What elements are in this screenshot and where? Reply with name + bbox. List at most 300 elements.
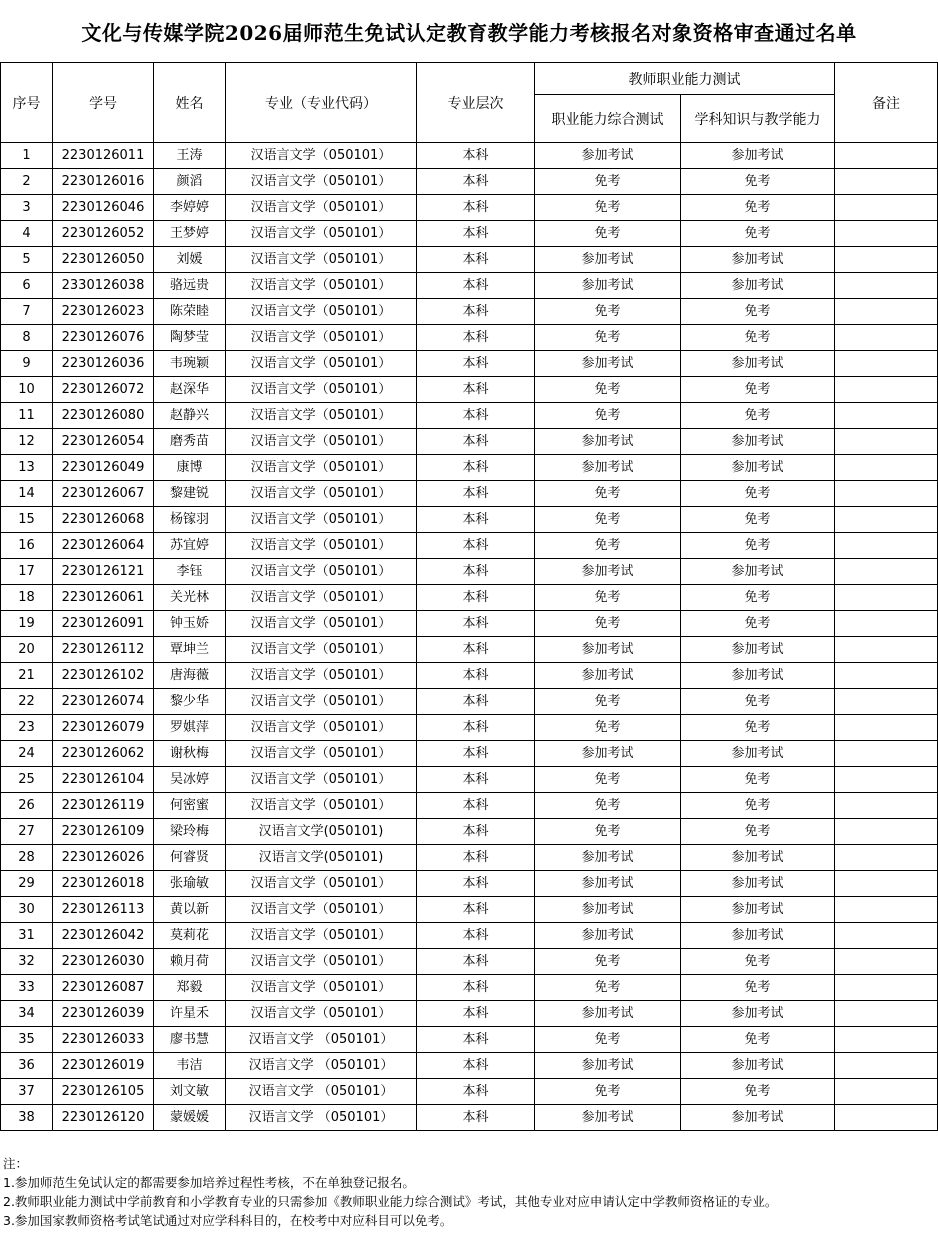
cell-comprehensive-test: 参加考试 (535, 143, 681, 169)
cell-name: 罗娸萍 (154, 715, 226, 741)
cell-remark (835, 845, 938, 871)
header-subject-knowledge-test: 学科知识与教学能力 (681, 95, 835, 143)
table-row (1, 871, 938, 897)
cell-subject-knowledge-test: 免考 (681, 793, 835, 819)
cell-comprehensive-test: 免考 (535, 715, 681, 741)
cell-student-id: 2230126030 (53, 949, 154, 975)
cell-remark (835, 273, 938, 299)
cell-seq: 38 (1, 1105, 53, 1131)
cell-seq: 22 (1, 689, 53, 715)
cell-student-id: 2230126074 (53, 689, 154, 715)
cell-seq: 27 (1, 819, 53, 845)
table-row (1, 195, 938, 221)
cell-seq: 18 (1, 585, 53, 611)
cell-level: 本科 (417, 533, 535, 559)
cell-seq: 23 (1, 715, 53, 741)
cell-major: 汉语言文学（050101） (226, 637, 417, 663)
cell-seq: 35 (1, 1027, 53, 1053)
cell-remark (835, 663, 938, 689)
cell-seq: 36 (1, 1053, 53, 1079)
cell-student-id: 2230126091 (53, 611, 154, 637)
cell-student-id: 2230126068 (53, 507, 154, 533)
cell-comprehensive-test: 参加考试 (535, 897, 681, 923)
cell-subject-knowledge-test: 参加考试 (681, 845, 835, 871)
cell-name: 黎少华 (154, 689, 226, 715)
table-row (1, 923, 938, 949)
cell-comprehensive-test: 参加考试 (535, 1001, 681, 1027)
table-row (1, 169, 938, 195)
cell-major: 汉语言文学 （050101） (226, 1053, 417, 1079)
cell-level: 本科 (417, 195, 535, 221)
cell-student-id: 2230126076 (53, 325, 154, 351)
table-row (1, 481, 938, 507)
cell-seq: 8 (1, 325, 53, 351)
cell-major: 汉语言文学（050101） (226, 481, 417, 507)
cell-student-id: 2230126018 (53, 871, 154, 897)
cell-seq: 17 (1, 559, 53, 585)
cell-seq: 10 (1, 377, 53, 403)
cell-comprehensive-test: 免考 (535, 767, 681, 793)
cell-comprehensive-test: 免考 (535, 481, 681, 507)
cell-major: 汉语言文学（050101） (226, 1001, 417, 1027)
cell-subject-knowledge-test: 免考 (681, 403, 835, 429)
cell-student-id: 2230126023 (53, 299, 154, 325)
cell-name: 覃坤兰 (154, 637, 226, 663)
cell-major: 汉语言文学（050101） (226, 221, 417, 247)
cell-comprehensive-test: 参加考试 (535, 455, 681, 481)
cell-remark (835, 949, 938, 975)
cell-level: 本科 (417, 221, 535, 247)
cell-name: 关光林 (154, 585, 226, 611)
cell-comprehensive-test: 免考 (535, 195, 681, 221)
roster-body (1, 143, 938, 1131)
cell-comprehensive-test: 免考 (535, 1027, 681, 1053)
cell-level: 本科 (417, 689, 535, 715)
cell-level: 本科 (417, 143, 535, 169)
cell-subject-knowledge-test: 免考 (681, 533, 835, 559)
cell-name: 王梦婷 (154, 221, 226, 247)
cell-student-id: 2230126079 (53, 715, 154, 741)
cell-level: 本科 (417, 741, 535, 767)
cell-major: 汉语言文学（050101） (226, 299, 417, 325)
cell-major: 汉语言文学(050101) (226, 845, 417, 871)
cell-subject-knowledge-test: 参加考试 (681, 429, 835, 455)
cell-comprehensive-test: 参加考试 (535, 1105, 681, 1131)
cell-seq: 1 (1, 143, 53, 169)
cell-name: 韦洁 (154, 1053, 226, 1079)
cell-remark (835, 923, 938, 949)
table-row (1, 897, 938, 923)
cell-comprehensive-test: 免考 (535, 325, 681, 351)
cell-name: 何密蜜 (154, 793, 226, 819)
cell-level: 本科 (417, 871, 535, 897)
cell-name: 刘媛 (154, 247, 226, 273)
cell-name: 蒙媛媛 (154, 1105, 226, 1131)
table-row (1, 767, 938, 793)
cell-major: 汉语言文学（050101） (226, 689, 417, 715)
cell-subject-knowledge-test: 参加考试 (681, 923, 835, 949)
table-row (1, 637, 938, 663)
table-row (1, 429, 938, 455)
cell-level: 本科 (417, 793, 535, 819)
cell-name: 赖月荷 (154, 949, 226, 975)
cell-subject-knowledge-test: 参加考试 (681, 897, 835, 923)
table-row (1, 221, 938, 247)
cell-remark (835, 533, 938, 559)
cell-name: 骆远贵 (154, 273, 226, 299)
cell-student-id: 2230126113 (53, 897, 154, 923)
cell-name: 磨秀苗 (154, 429, 226, 455)
cell-student-id: 2230126011 (53, 143, 154, 169)
cell-major: 汉语言文学（050101） (226, 143, 417, 169)
cell-remark (835, 377, 938, 403)
cell-major: 汉语言文学（050101） (226, 351, 417, 377)
cell-remark (835, 221, 938, 247)
cell-remark (835, 689, 938, 715)
cell-comprehensive-test: 免考 (535, 507, 681, 533)
cell-subject-knowledge-test: 参加考试 (681, 455, 835, 481)
cell-subject-knowledge-test: 参加考试 (681, 1105, 835, 1131)
cell-comprehensive-test: 免考 (535, 819, 681, 845)
cell-student-id: 2230126105 (53, 1079, 154, 1105)
cell-level: 本科 (417, 169, 535, 195)
cell-comprehensive-test: 免考 (535, 949, 681, 975)
cell-level: 本科 (417, 1027, 535, 1053)
cell-name: 吴冰婷 (154, 767, 226, 793)
cell-level: 本科 (417, 247, 535, 273)
cell-comprehensive-test: 参加考试 (535, 871, 681, 897)
cell-student-id: 2230126087 (53, 975, 154, 1001)
cell-major: 汉语言文学（050101） (226, 507, 417, 533)
cell-subject-knowledge-test: 参加考试 (681, 1001, 835, 1027)
cell-major: 汉语言文学（050101） (226, 273, 417, 299)
cell-major: 汉语言文学（050101） (226, 741, 417, 767)
cell-remark (835, 559, 938, 585)
cell-major: 汉语言文学（050101） (226, 975, 417, 1001)
table-row (1, 793, 938, 819)
cell-seq: 16 (1, 533, 53, 559)
cell-name: 钟玉娇 (154, 611, 226, 637)
cell-remark (835, 585, 938, 611)
cell-level: 本科 (417, 767, 535, 793)
cell-subject-knowledge-test: 免考 (681, 767, 835, 793)
cell-remark (835, 507, 938, 533)
cell-seq: 34 (1, 1001, 53, 1027)
cell-major: 汉语言文学（050101） (226, 715, 417, 741)
cell-subject-knowledge-test: 参加考试 (681, 143, 835, 169)
cell-name: 杨镓羽 (154, 507, 226, 533)
cell-seq: 14 (1, 481, 53, 507)
cell-student-id: 2230126039 (53, 1001, 154, 1027)
cell-comprehensive-test: 免考 (535, 403, 681, 429)
cell-subject-knowledge-test: 免考 (681, 377, 835, 403)
table-row (1, 1105, 938, 1131)
cell-seq: 31 (1, 923, 53, 949)
cell-major: 汉语言文学(050101) (226, 819, 417, 845)
cell-level: 本科 (417, 975, 535, 1001)
cell-level: 本科 (417, 377, 535, 403)
cell-subject-knowledge-test: 免考 (681, 221, 835, 247)
cell-level: 本科 (417, 897, 535, 923)
cell-seq: 29 (1, 871, 53, 897)
cell-level: 本科 (417, 611, 535, 637)
cell-major: 汉语言文学（050101） (226, 663, 417, 689)
cell-student-id: 2230126067 (53, 481, 154, 507)
cell-subject-knowledge-test: 参加考试 (681, 559, 835, 585)
cell-seq: 21 (1, 663, 53, 689)
cell-subject-knowledge-test: 免考 (681, 1079, 835, 1105)
cell-remark (835, 325, 938, 351)
table-row (1, 455, 938, 481)
cell-comprehensive-test: 免考 (535, 221, 681, 247)
cell-remark (835, 715, 938, 741)
cell-name: 陈荣睦 (154, 299, 226, 325)
cell-level: 本科 (417, 819, 535, 845)
table-row (1, 1027, 938, 1053)
note-item-3: 3.参加国家教师资格考试笔试通过对应学科科目的，在校考中对应科目可以免考。 (3, 1213, 453, 1228)
cell-level: 本科 (417, 845, 535, 871)
cell-remark (835, 793, 938, 819)
table-row (1, 273, 938, 299)
cell-name: 何睿贤 (154, 845, 226, 871)
cell-major: 汉语言文学（050101） (226, 871, 417, 897)
cell-comprehensive-test: 参加考试 (535, 637, 681, 663)
cell-comprehensive-test: 参加考试 (535, 559, 681, 585)
cell-seq: 25 (1, 767, 53, 793)
cell-subject-knowledge-test: 参加考试 (681, 247, 835, 273)
cell-subject-knowledge-test: 免考 (681, 299, 835, 325)
cell-subject-knowledge-test: 免考 (681, 819, 835, 845)
cell-comprehensive-test: 免考 (535, 377, 681, 403)
table-row (1, 299, 938, 325)
cell-subject-knowledge-test: 免考 (681, 169, 835, 195)
cell-comprehensive-test: 参加考试 (535, 663, 681, 689)
cell-subject-knowledge-test: 参加考试 (681, 1053, 835, 1079)
cell-seq: 2 (1, 169, 53, 195)
table-row (1, 377, 938, 403)
cell-subject-knowledge-test: 参加考试 (681, 871, 835, 897)
cell-comprehensive-test: 参加考试 (535, 923, 681, 949)
cell-subject-knowledge-test: 参加考试 (681, 741, 835, 767)
cell-name: 赵深华 (154, 377, 226, 403)
header-name: 姓名 (154, 63, 226, 143)
cell-level: 本科 (417, 273, 535, 299)
cell-comprehensive-test: 参加考试 (535, 741, 681, 767)
cell-name: 唐海薇 (154, 663, 226, 689)
cell-remark (835, 403, 938, 429)
cell-remark (835, 767, 938, 793)
table-row (1, 533, 938, 559)
cell-student-id: 2230126042 (53, 923, 154, 949)
cell-subject-knowledge-test: 免考 (681, 325, 835, 351)
cell-remark (835, 247, 938, 273)
cell-name: 陶梦莹 (154, 325, 226, 351)
table-row (1, 507, 938, 533)
cell-remark (835, 1053, 938, 1079)
table-row (1, 1079, 938, 1105)
cell-name: 廖书慧 (154, 1027, 226, 1053)
cell-subject-knowledge-test: 免考 (681, 195, 835, 221)
cell-student-id: 2230126050 (53, 247, 154, 273)
cell-name: 韦琬颖 (154, 351, 226, 377)
cell-remark (835, 143, 938, 169)
cell-major: 汉语言文学（050101） (226, 611, 417, 637)
cell-name: 苏宜婷 (154, 533, 226, 559)
cell-seq: 15 (1, 507, 53, 533)
cell-remark (835, 455, 938, 481)
cell-name: 梁玲梅 (154, 819, 226, 845)
notes-section (3, 1154, 938, 1230)
table-row (1, 325, 938, 351)
cell-subject-knowledge-test: 免考 (681, 507, 835, 533)
notes-heading: 注： (3, 1156, 29, 1171)
cell-level: 本科 (417, 429, 535, 455)
cell-student-id: 2330126038 (53, 273, 154, 299)
cell-subject-knowledge-test: 免考 (681, 1027, 835, 1053)
cell-remark (835, 1079, 938, 1105)
cell-name: 莫莉花 (154, 923, 226, 949)
cell-comprehensive-test: 免考 (535, 585, 681, 611)
cell-level: 本科 (417, 507, 535, 533)
cell-level: 本科 (417, 325, 535, 351)
cell-name: 王涛 (154, 143, 226, 169)
cell-major: 汉语言文学 （050101） (226, 1079, 417, 1105)
cell-level: 本科 (417, 637, 535, 663)
cell-remark (835, 429, 938, 455)
cell-level: 本科 (417, 455, 535, 481)
cell-student-id: 2230126104 (53, 767, 154, 793)
cell-level: 本科 (417, 351, 535, 377)
table-row (1, 247, 938, 273)
cell-level: 本科 (417, 663, 535, 689)
table-row (1, 403, 938, 429)
cell-student-id: 2230126062 (53, 741, 154, 767)
cell-comprehensive-test: 参加考试 (535, 1053, 681, 1079)
cell-subject-knowledge-test: 参加考试 (681, 351, 835, 377)
cell-major: 汉语言文学（050101） (226, 455, 417, 481)
cell-remark (835, 1105, 938, 1131)
header-student-id: 学号 (53, 63, 154, 143)
cell-name: 康博 (154, 455, 226, 481)
header-seq: 序号 (1, 63, 53, 143)
cell-seq: 30 (1, 897, 53, 923)
cell-major: 汉语言文学（050101） (226, 949, 417, 975)
cell-subject-knowledge-test: 免考 (681, 481, 835, 507)
cell-student-id: 2230126112 (53, 637, 154, 663)
cell-comprehensive-test: 免考 (535, 611, 681, 637)
cell-level: 本科 (417, 585, 535, 611)
cell-remark (835, 195, 938, 221)
cell-student-id: 2230126049 (53, 455, 154, 481)
table-row (1, 1053, 938, 1079)
cell-remark (835, 819, 938, 845)
cell-comprehensive-test: 免考 (535, 689, 681, 715)
cell-remark (835, 299, 938, 325)
cell-comprehensive-test: 免考 (535, 299, 681, 325)
cell-level: 本科 (417, 949, 535, 975)
table-row (1, 975, 938, 1001)
table-row (1, 949, 938, 975)
cell-major: 汉语言文学（050101） (226, 169, 417, 195)
cell-subject-knowledge-test: 参加考试 (681, 273, 835, 299)
cell-name: 黎建锐 (154, 481, 226, 507)
cell-major: 汉语言文学（050101） (226, 247, 417, 273)
cell-comprehensive-test: 参加考试 (535, 351, 681, 377)
cell-student-id: 2230126052 (53, 221, 154, 247)
cell-remark (835, 169, 938, 195)
cell-name: 张瑜敏 (154, 871, 226, 897)
cell-seq: 20 (1, 637, 53, 663)
cell-student-id: 2230126046 (53, 195, 154, 221)
cell-seq: 37 (1, 1079, 53, 1105)
cell-level: 本科 (417, 923, 535, 949)
cell-seq: 4 (1, 221, 53, 247)
cell-student-id: 2230126121 (53, 559, 154, 585)
cell-major: 汉语言文学（050101） (226, 533, 417, 559)
table-row (1, 143, 938, 169)
cell-major: 汉语言文学（050101） (226, 923, 417, 949)
cell-student-id: 2230126033 (53, 1027, 154, 1053)
table-row (1, 611, 938, 637)
cell-remark (835, 1027, 938, 1053)
cell-major: 汉语言文学（050101） (226, 559, 417, 585)
cell-name: 谢秋梅 (154, 741, 226, 767)
cell-seq: 9 (1, 351, 53, 377)
cell-name: 颜滔 (154, 169, 226, 195)
cell-subject-knowledge-test: 参加考试 (681, 663, 835, 689)
cell-comprehensive-test: 参加考试 (535, 247, 681, 273)
cell-comprehensive-test: 免考 (535, 1079, 681, 1105)
table-row (1, 819, 938, 845)
cell-level: 本科 (417, 1001, 535, 1027)
cell-student-id: 2230126016 (53, 169, 154, 195)
header-level: 专业层次 (417, 63, 535, 143)
cell-remark (835, 1001, 938, 1027)
cell-major: 汉语言文学 （050101） (226, 1105, 417, 1131)
header-remark: 备注 (835, 63, 938, 143)
cell-seq: 26 (1, 793, 53, 819)
cell-remark (835, 741, 938, 767)
cell-comprehensive-test: 参加考试 (535, 845, 681, 871)
cell-seq: 5 (1, 247, 53, 273)
cell-name: 李婷婷 (154, 195, 226, 221)
cell-major: 汉语言文学（050101） (226, 793, 417, 819)
cell-major: 汉语言文学（050101） (226, 585, 417, 611)
cell-subject-knowledge-test: 免考 (681, 949, 835, 975)
cell-major: 汉语言文学（050101） (226, 767, 417, 793)
table-row (1, 689, 938, 715)
header-comprehensive-test: 职业能力综合测试 (535, 95, 681, 143)
cell-name: 许星禾 (154, 1001, 226, 1027)
cell-name: 刘文敏 (154, 1079, 226, 1105)
cell-remark (835, 637, 938, 663)
cell-seq: 3 (1, 195, 53, 221)
cell-name: 赵静兴 (154, 403, 226, 429)
roster-table (0, 62, 938, 1131)
cell-student-id: 2230126080 (53, 403, 154, 429)
cell-seq: 7 (1, 299, 53, 325)
cell-student-id: 2230126109 (53, 819, 154, 845)
cell-student-id: 2230126064 (53, 533, 154, 559)
cell-major: 汉语言文学（050101） (226, 403, 417, 429)
cell-subject-knowledge-test: 免考 (681, 715, 835, 741)
cell-level: 本科 (417, 1105, 535, 1131)
cell-major: 汉语言文学 （050101） (226, 1027, 417, 1053)
table-row (1, 845, 938, 871)
cell-student-id: 2230126120 (53, 1105, 154, 1131)
cell-student-id: 2230126036 (53, 351, 154, 377)
cell-seq: 6 (1, 273, 53, 299)
